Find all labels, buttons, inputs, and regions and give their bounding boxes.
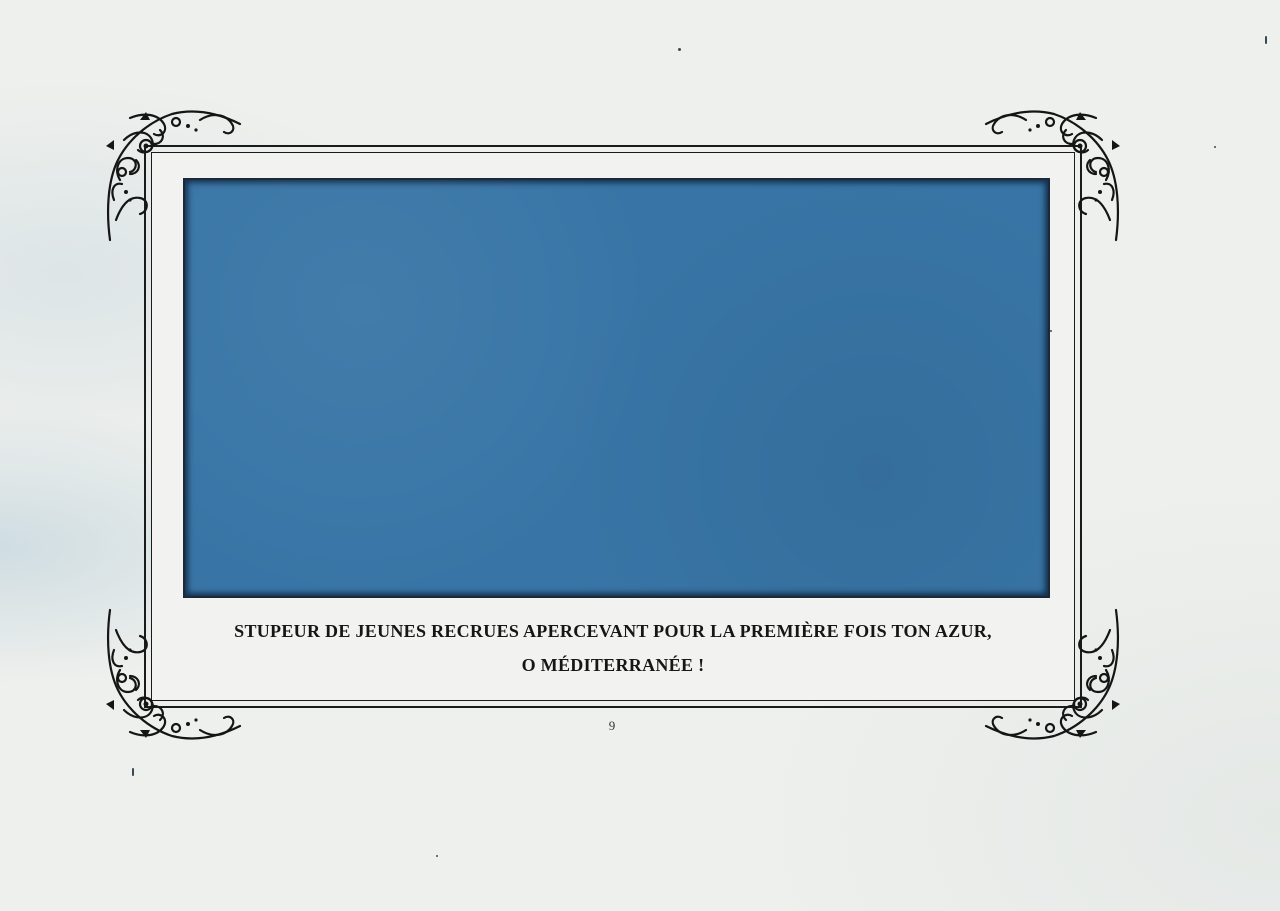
paper-speck [436, 855, 438, 857]
plate-texture [185, 180, 1048, 596]
blue-plate [185, 180, 1048, 596]
caption-line-2: O MÉDITERRANÉE ! [521, 655, 705, 675]
paper-speck [132, 768, 134, 776]
paper-speck [678, 48, 681, 51]
caption-line-1: STUPEUR DE JEUNES RECRUES APERCEVANT POUR LA PREMIÈRE FOIS TON AZUR, [234, 621, 992, 641]
paper-speck [1265, 36, 1267, 44]
paper-speck [1214, 146, 1216, 148]
paper-speck [1050, 330, 1052, 332]
page-number: 9 [608, 718, 616, 733]
